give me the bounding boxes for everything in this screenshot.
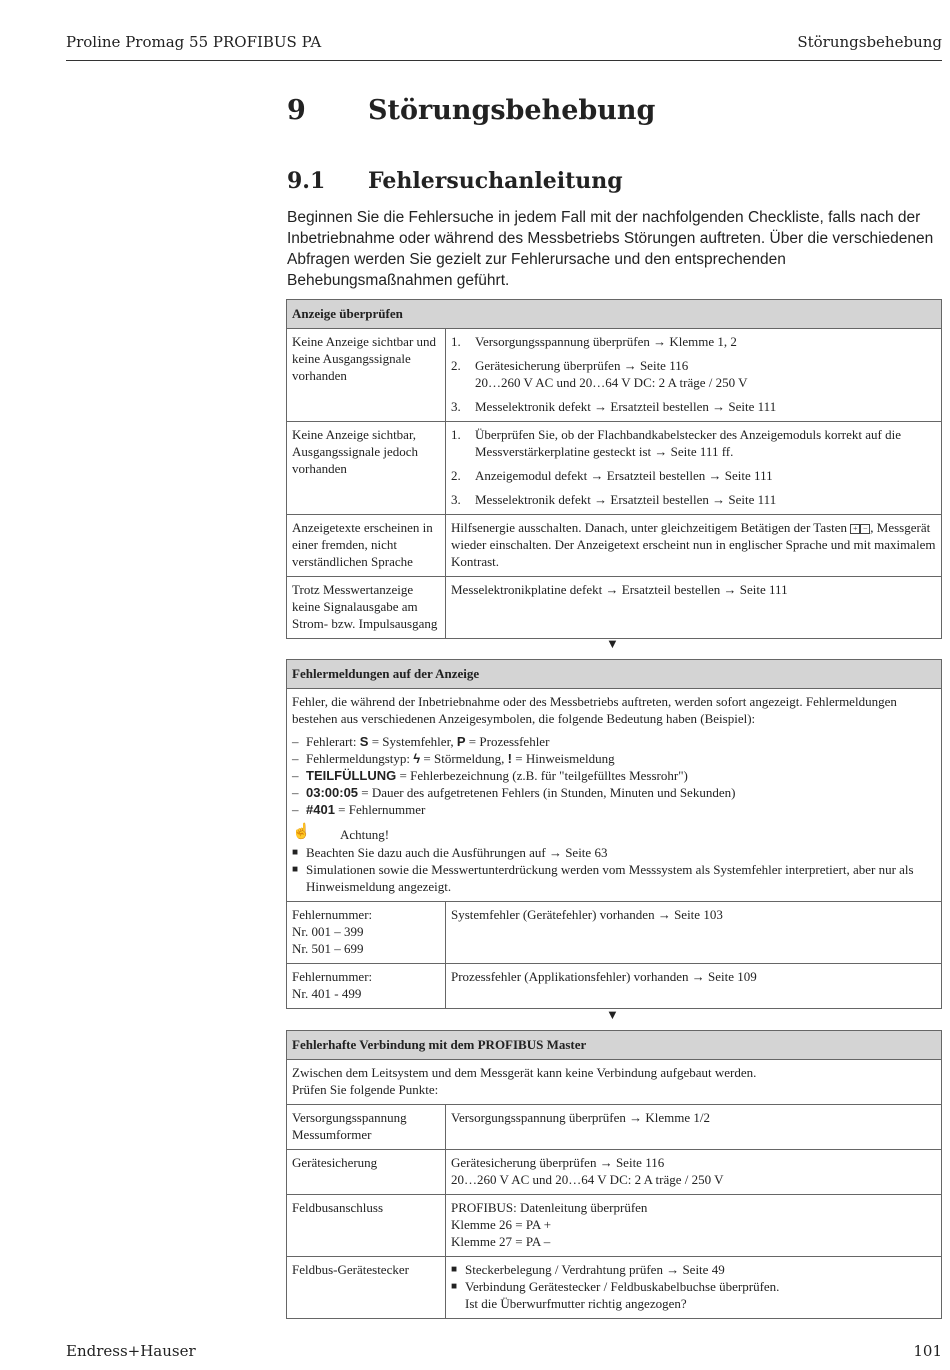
connector-list — [451, 1261, 936, 1312]
footer-company: Endress+Hauser — [66, 1342, 196, 1360]
minus-key-icon: − — [860, 524, 870, 534]
info-cell: Zwischen dem Leitsystem und dem Messgerät kann keine Verbindung aufgebaut werden. Prüfen Sie folgende Punkte: — [287, 1060, 942, 1105]
remedy-cell — [446, 422, 942, 515]
list-item: ■ Verbindung Gerätestecker / Feldbuskabelbuchse überprüfen. Ist die Überwurfmutter richtig angezogen? — [451, 1279, 780, 1311]
table-row — [287, 689, 942, 902]
list-item: 1. Versorgungsspannung überprüfen → Klemme 1, 2 — [451, 334, 737, 349]
intro-paragraph: Beginnen Sie die Fehlersuche in jedem Fall mit der nachfolgenden Checkliste, falls nach der Inbetriebnahme oder während des Messbetriebs Störungen auftreten. Über die verschiedenen Abfragen werden Sie gezielt zur Fehlerursache und den entsprechenden Behebungsmaßnahmen geführt. — [287, 209, 934, 289]
check-action-cell: Versorgungsspannung überprüfen → Klemme 1/2 — [446, 1105, 942, 1150]
table-row — [287, 329, 942, 422]
error-type-cell: Systemfehler (Gerätefehler) vorhanden → Seite 103 — [446, 902, 942, 964]
page-header — [66, 31, 942, 61]
table-row — [287, 515, 942, 577]
check-item-cell: Versorgungsspannung Messumformer — [287, 1105, 446, 1150]
symbol-list — [292, 733, 936, 818]
table-row — [287, 1060, 942, 1105]
list-item: – Fehlerart: S = Systemfehler, P = Prozessfehler — [292, 734, 550, 749]
table-title: Fehlerhafte Verbindung mit dem PROFIBUS Master — [287, 1031, 942, 1060]
section-heading — [287, 168, 623, 194]
remedy-cell: Hilfsenergie ausschalten. Danach, unter gleichzeitigem Betätigen der Tasten + − , Messgerät wieder einschalten. Der Anzeigetext erscheint nun in englischer Sprache und mit maximalem Kontrast. — [446, 515, 942, 577]
table-profibus — [286, 1030, 942, 1319]
table-row — [287, 577, 942, 639]
error-number-cell: Fehlernummer: Nr. 401 - 499 — [287, 964, 446, 1009]
info-cell — [287, 689, 942, 902]
plus-key-icon: + — [850, 524, 860, 534]
table-fehlermeldungen — [286, 659, 942, 1009]
remedy-cell — [446, 329, 942, 422]
table-row — [287, 1105, 942, 1150]
check-item-cell: Feldbus-Gerätestecker — [287, 1257, 446, 1319]
list-item: – #401 = Fehlernummer — [292, 802, 426, 817]
table-row — [287, 902, 942, 964]
table-title: Anzeige überprüfen — [287, 300, 942, 329]
hand-pointing-icon: ☝ — [292, 824, 311, 840]
check-action-cell — [446, 1257, 942, 1319]
remedy-cell: Messelektronikplatine defekt → Ersatzteil bestellen → Seite 111 — [446, 577, 942, 639]
warning-label: Achtung! — [340, 827, 390, 842]
check-item-cell: Gerätesicherung — [287, 1150, 446, 1195]
list-item: – 03:00:05 = Dauer des aufgetretenen Fehlers (in Stunden, Minuten und Sekunden) — [292, 785, 736, 800]
table-row — [287, 1150, 942, 1195]
list-item: – TEILFÜLLUNG = Fehlerbezeichnung (z.B. für "teilgefülltes Messrohr") — [292, 768, 688, 783]
list-item: 1. Überprüfen Sie, ob der Flachbandkabelstecker des Anzeigemoduls korrekt auf die Messverstärkerplatine gesteckt ist → Seite 111 ff. — [451, 427, 901, 459]
list-item: ■ Steckerbelegung / Verdrahtung prüfen → Seite 49 — [451, 1262, 725, 1277]
list-item: ■ Simulationen sowie die Messwertunterdrückung werden vom Messsystem als Systemfehler interpretiert, aber nur als Hinweismeldung angezeigt. — [292, 862, 914, 894]
table-row — [287, 422, 942, 515]
check-action-cell: Gerätesicherung überprüfen → Seite 116 20…260 V AC und 20…64 V DC: 2 A träge / 250 V — [446, 1150, 942, 1195]
cause-cell: Anzeigetexte erscheinen in einer fremden, nicht verständlichen Sprache — [287, 515, 446, 577]
list-item: ■ Beachten Sie dazu auch die Ausführungen auf → Seite 63 — [292, 845, 608, 860]
error-number-cell: Fehlernummer: Nr. 001 – 399 Nr. 501 – 699 — [287, 902, 446, 964]
table-row — [287, 1195, 942, 1257]
steps-list — [451, 426, 936, 508]
flow-arrow-icon: ▼ — [606, 636, 619, 651]
table-title: Fehlermeldungen auf der Anzeige — [287, 660, 942, 689]
table-anzeige — [286, 299, 942, 639]
chapter-number: 9 — [287, 95, 306, 126]
list-item: 3. Messelektronik defekt → Ersatzteil bestellen → Seite 111 — [451, 399, 777, 414]
warning-note — [292, 826, 936, 844]
table-row — [287, 964, 942, 1009]
list-item: 2. Gerätesicherung überprüfen → Seite 116 20…260 V AC und 20…64 V DC: 2 A träge / 250 V — [451, 358, 748, 390]
check-item-cell: Feldbusanschluss — [287, 1195, 446, 1257]
page-number: 101 — [913, 1342, 942, 1360]
steps-list — [451, 333, 936, 415]
cause-cell: Keine Anzeige sichtbar und keine Ausgangssignale vorhanden — [287, 329, 446, 422]
cause-cell: Keine Anzeige sichtbar, Ausgangssignale jedoch vorhanden — [287, 422, 446, 515]
table-row — [287, 1257, 942, 1319]
section-title: Fehlersuchanleitung — [368, 168, 623, 194]
info-intro: Fehler, die während der Inbetriebnahme oder des Messbetriebs auftreten, werden sofort angezeigt. Fehlermeldungen bestehen aus verschiedenen Anzeigesymbolen, die folgende Bedeutung haben (Beispiel): — [292, 694, 897, 726]
section-number: 9.1 — [287, 168, 326, 194]
chapter-title: Störungsbehebung — [368, 95, 656, 126]
list-item: 2. Anzeigemodul defekt → Ersatzteil bestellen → Seite 111 — [451, 468, 773, 483]
header-product: Proline Promag 55 PROFIBUS PA — [66, 33, 322, 51]
chapter-heading — [287, 95, 655, 126]
error-type-cell: Prozessfehler (Applikationsfehler) vorhanden → Seite 109 — [446, 964, 942, 1009]
list-item: 3. Messelektronik defekt → Ersatzteil bestellen → Seite 111 — [451, 492, 777, 507]
check-action-cell: PROFIBUS: Datenleitung überprüfen Klemme 26 = PA + Klemme 27 = PA – — [446, 1195, 942, 1257]
warning-list — [292, 844, 936, 895]
flow-arrow-icon: ▼ — [606, 1007, 619, 1022]
header-chapter: Störungsbehebung — [797, 33, 942, 51]
cause-cell: Trotz Messwertanzeige keine Signalausgabe am Strom- bzw. Impulsausgang — [287, 577, 446, 639]
list-item: – Fehlermeldungstyp: ϟ = Störmeldung, ! = Hinweismeldung — [292, 751, 615, 766]
